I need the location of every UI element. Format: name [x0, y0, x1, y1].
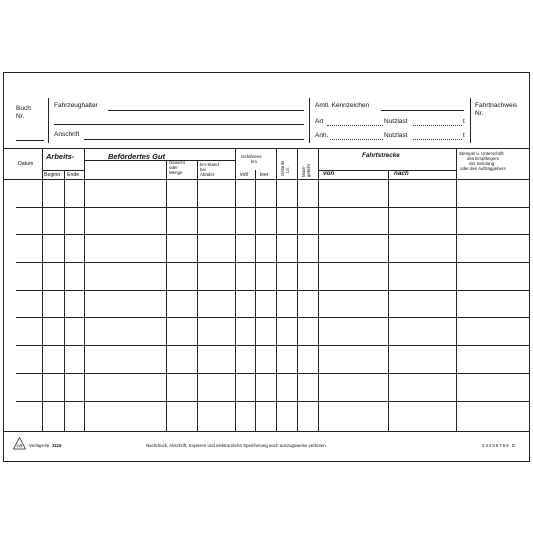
table-top-border [4, 148, 529, 149]
table-row[interactable] [16, 290, 529, 291]
col-datum: Datum [18, 161, 34, 167]
anh-field[interactable] [330, 139, 383, 140]
nutzlast-field[interactable] [413, 125, 462, 126]
fahrzeughalter-field[interactable] [108, 110, 304, 111]
anschrift-field[interactable] [84, 139, 304, 140]
column-divider [388, 170, 389, 432]
table-row[interactable] [16, 207, 529, 208]
col-arbeits: Arbeits- [46, 152, 75, 161]
col-maut-gebuehr: gebühr [306, 163, 311, 177]
col-getankt: Getankt [280, 160, 285, 176]
column-divider [166, 160, 167, 432]
kennzeichen-label: Amtl. Kennzeichen [315, 102, 370, 109]
svg-text:HR: HR [16, 443, 23, 449]
table-row[interactable] [16, 401, 529, 402]
col-beginn: Beginn [44, 172, 61, 178]
anschrift-label: Anschrift [54, 131, 80, 138]
art-label: Art [315, 118, 324, 125]
table-bottom-border [4, 431, 529, 432]
fahrtnachweis-label: Fahrtnachweis [475, 102, 518, 109]
nr-label: Nr. [16, 113, 25, 120]
verlag-label: Verlags-Nr. 3116 [29, 443, 62, 448]
fahrzeughalter-field-2[interactable] [54, 124, 304, 125]
art-field[interactable] [327, 125, 383, 126]
col-gefahrene: Gefahrene [241, 154, 262, 159]
fahrtnachweis-nr-label: Nr. [475, 110, 484, 117]
nutzlast-label: Nutzlast [384, 132, 408, 139]
divider [470, 98, 471, 143]
fahrzeughalter-label: Fahrzeughalter [54, 102, 98, 109]
form-code: 23456789 D [482, 443, 516, 448]
col-von: von [323, 170, 335, 177]
col-gefahrene-km: km [251, 159, 257, 164]
col-nach: nach [394, 170, 409, 177]
anh-label: Anh. [315, 132, 329, 139]
col-gewicht-menge: Menge [169, 170, 183, 175]
column-divider [255, 170, 256, 432]
col-km-stand-bei: bei [200, 167, 206, 172]
divider [48, 98, 49, 143]
fahrtstrecke-subline [318, 170, 456, 171]
table-row[interactable] [16, 373, 529, 374]
col-km-stand: km-Stand [200, 162, 219, 167]
buch-nr-field[interactable] [16, 140, 44, 141]
column-divider [197, 160, 198, 432]
col-km-stand-abfahrt: Abfahrt [200, 172, 215, 177]
col-maut: Maut- [301, 166, 306, 177]
col-stempel: Stempel u. Unterschrift [459, 151, 504, 156]
col-leer: leer [260, 172, 269, 178]
col-gewicht: Gewicht [169, 160, 185, 165]
divider [309, 98, 310, 143]
col-fahrtstrecke: Fahrtstrecke [362, 152, 400, 159]
col-ende: Ende [67, 172, 80, 178]
table-row[interactable] [16, 317, 529, 318]
nutzlast-label: Nutzlast [384, 118, 408, 125]
header-bottom-border [4, 179, 529, 180]
table-row[interactable] [16, 262, 529, 263]
table-row[interactable] [16, 345, 529, 346]
col-stempel-2: des Empfängers [467, 156, 499, 161]
col-stempel-3: der Sendung [469, 161, 495, 166]
publisher-logo-icon [13, 437, 26, 450]
tonnen-unit: t [463, 132, 465, 139]
column-divider [64, 170, 65, 432]
col-befoerdertes-gut: Befördertes Gut [108, 152, 166, 161]
col-getankt-ltr: Ltr. [285, 167, 290, 173]
buch-label: Buch [16, 105, 31, 112]
arbeits-subline [42, 170, 84, 171]
copyright-notice: Nachdruck, Abschrift, Kopieren und elektronische Speicherung auch auszugsweise verboten. [146, 443, 327, 448]
tonnen-unit: t [463, 118, 465, 125]
anh-nutzlast-field[interactable] [413, 139, 462, 140]
col-stempel-4: oder des Auftraggebers [460, 166, 506, 171]
col-voll: voll [240, 172, 248, 178]
kennzeichen-field[interactable] [381, 110, 464, 111]
col-gewicht-oder: oder [169, 165, 178, 170]
table-row[interactable] [16, 234, 529, 235]
form-sheet [3, 72, 530, 462]
